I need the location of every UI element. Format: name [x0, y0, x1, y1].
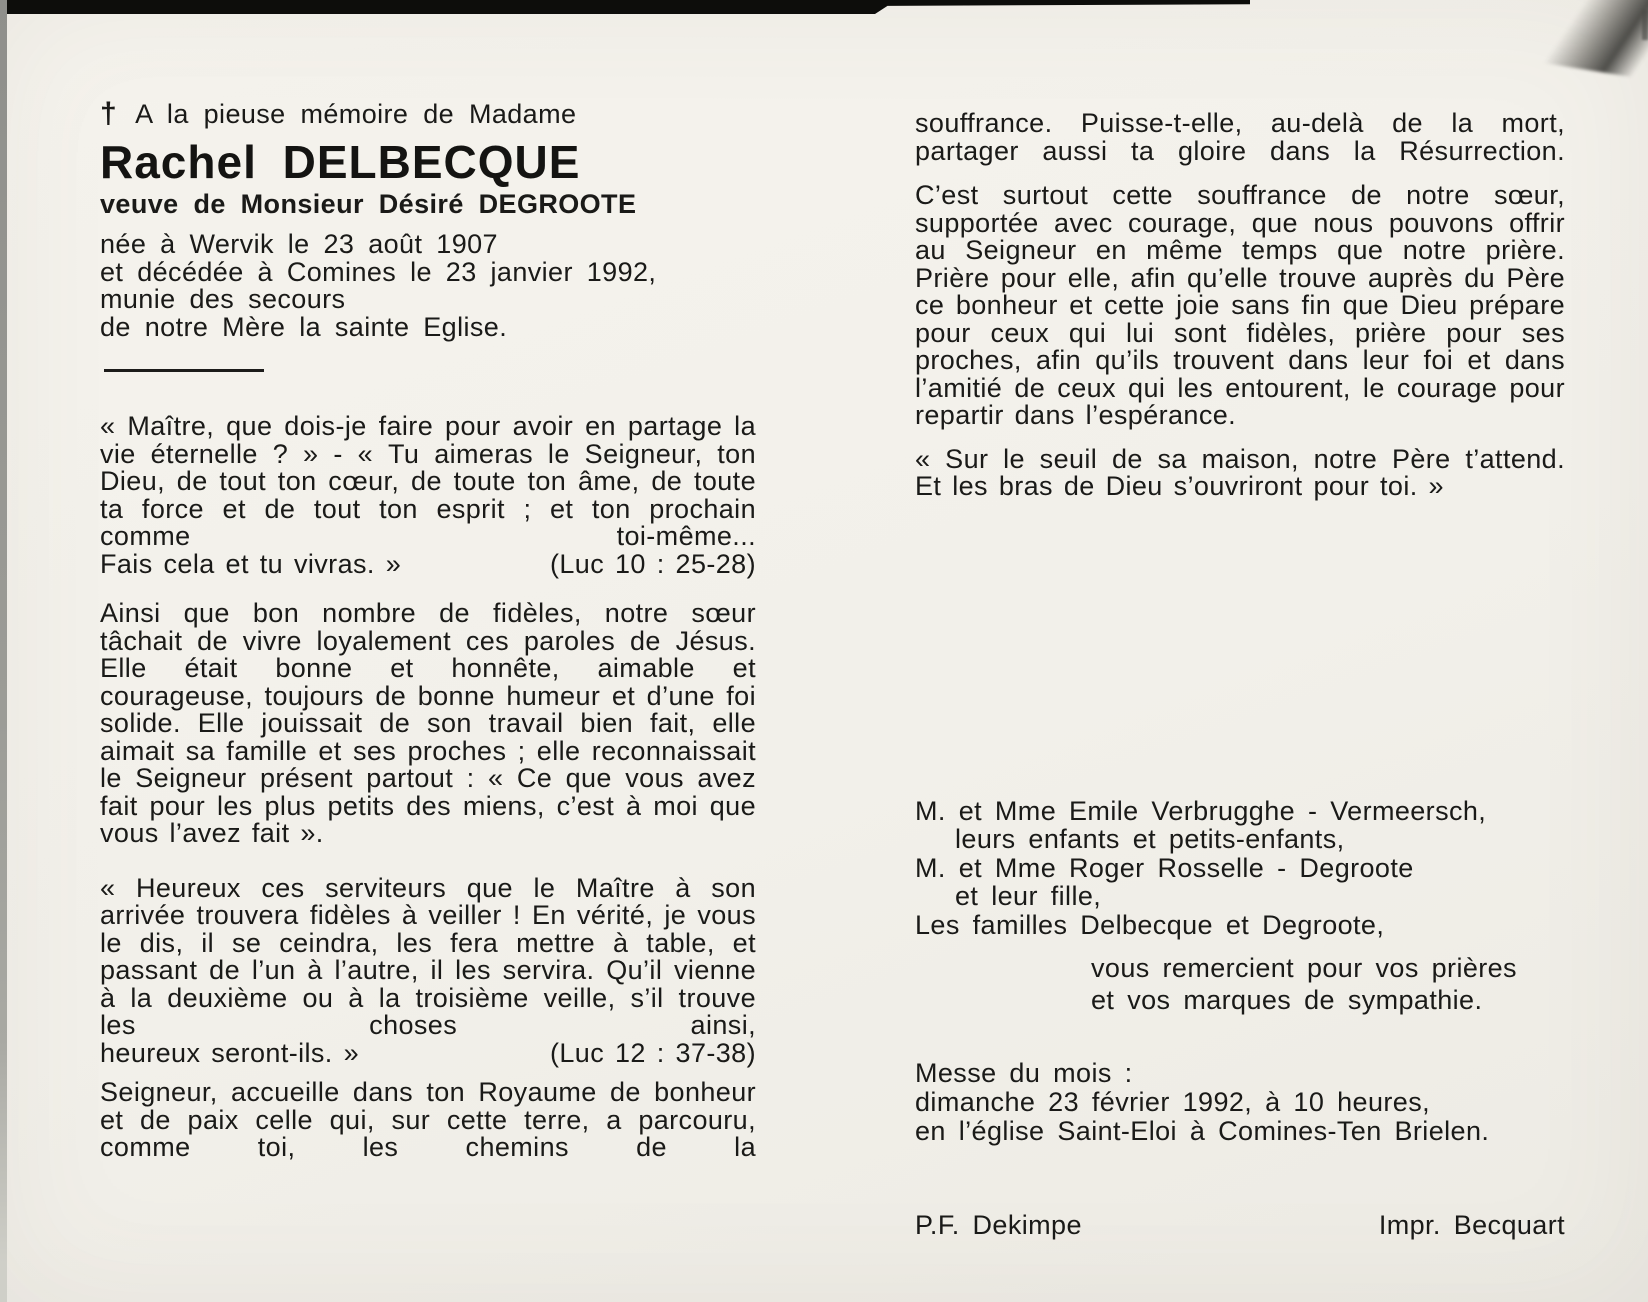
memorial-intro-line	[100, 97, 756, 130]
monthly-mass-block	[915, 1059, 1565, 1146]
birth-line: née à Wervik le 23 août 1907	[100, 229, 498, 259]
imprint-footer	[915, 1212, 1565, 1240]
deceased-name: Rachel DELBECQUE	[100, 135, 581, 188]
scripture-quote-luc10-closing	[100, 548, 756, 579]
scan-left-edge-strip	[0, 0, 7, 1302]
scripture-quote-luc12-closing	[100, 1037, 756, 1068]
scripture-citation-luc12: (Luc 12 : 37-38)	[549, 1037, 756, 1068]
vital-details	[100, 231, 756, 341]
sacraments-line: munie des secours	[100, 284, 346, 314]
acknowledgement-line: leurs enfants et petits-enfants,	[955, 824, 1345, 854]
offering-paragraph: C’est surtout cette souffrance de notre sœur, supportée avec courage, que nous pouvons offrir au Seigneur en même temps que notre prière. Prière pour elle, afin qu’elle trouve auprès du Père ce bonheur et cette joie sans fin que Dieu prépare pour ceux qui lui sont fidèles, prière pour ses proches, afin qu’ils trouvent dans leur foi et dans l’amitié de ceux qui les entourent, le courage pour repartir dans l’espérance.	[915, 180, 1565, 430]
death-line: et décédée à Comines le 23 janvier 1992,	[100, 256, 657, 287]
printer-name: Impr. Becquart	[1378, 1210, 1565, 1240]
quote-closing-text: Fais cela et tu vivras. »	[100, 548, 402, 579]
acknowledgement-line: Les familles Delbecque et Degroote,	[915, 909, 1385, 940]
acknowledgement-line: M. et Mme Roger Rosselle - Degroote	[915, 852, 1414, 883]
scripture-quote-luc10: « Maître, que dois-je faire pour avoir en partage la vie éternelle ? » - « Tu aimeras le Seigneur, ton Dieu, de tout ton cœur, de toute ton âme, de toute ta force et de tout ton esprit ; et ton prochain comme toi-même...	[100, 411, 756, 551]
thanks-line: vous remercient pour vos prières	[1091, 953, 1517, 983]
widow-line: veuve de Monsieur Désiré DEGROOTE	[100, 188, 637, 219]
dagger-cross-icon: †	[100, 97, 118, 130]
scripture-quote-luc12: « Heureux ces serviteurs que le Maître à son arrivée trouvera fidèles à veiller ! En vérité, je vous le dis, il se ceindra, les fera mettre à table, et passant de l’un à l’autre, il les servira. Qu’il vienne à la deuxième ou à la troisième veille, s’il trouve les choses ainsi,	[100, 872, 756, 1040]
thanks-block	[1091, 953, 1565, 1016]
scripture-citation-luc10: (Luc 10 : 25-28)	[549, 548, 756, 579]
father-threshold-quote: « Sur le seuil de sa maison, notre Père t’attend. Et les bras de Dieu s’ouvriront pour toi. »	[915, 443, 1565, 501]
acknowledgement-line: M. et Mme Emile Verbrugghe - Vermeersch,	[915, 795, 1487, 826]
prayer-paragraph: Seigneur, accueille dans ton Royaume de bonheur et de paix celle qui, sur cette terre, a parcouru, comme toi, les chemins de la	[100, 1077, 756, 1162]
church-line: de notre Mère la sainte Eglise.	[100, 311, 508, 342]
monthly-mass-heading: Messe du mois :	[915, 1058, 1133, 1088]
scan-top-edge-artifact	[0, 0, 1250, 14]
funeral-home-name: P.F. Dekimpe	[915, 1210, 1082, 1240]
right-column	[915, 110, 1565, 1240]
prayer-continuation-paragraph: souffrance. Puisse-t-elle, au-delà de la mort, partager aussi ta gloire dans la Résurrection.	[915, 108, 1565, 166]
acknowledgement-line: et leur fille,	[955, 881, 1102, 911]
acknowledgement-block	[915, 797, 1565, 940]
separator-rule	[104, 369, 264, 372]
thanks-line: et vos marques de sympathie.	[1091, 984, 1483, 1015]
scan-edge-mark	[1642, 10, 1648, 40]
eulogy-paragraph: Ainsi que bon nombre de fidèles, notre sœur tâchait de vivre loyalement ces paroles de Jésus. Elle était bonne et honnête, aimable et courageuse, toujours de bonne humeur et d’une foi solide. Elle jouissait de son travail bien fait, elle aimait sa famille et ses proches ; elle reconnaissait le Seigneur présent partout : « Ce que vous avez fait pour les plus petits des miens, c’est à moi que vous l’avez fait ».	[100, 598, 756, 848]
left-column	[100, 97, 756, 1162]
intro-text: A la pieuse mémoire de Madame	[135, 99, 577, 129]
mass-church-line: en l’église Saint-Eloi à Comines-Ten Brielen.	[915, 1116, 1490, 1146]
quote-closing-text: heureux seront-ils. »	[100, 1037, 360, 1068]
mass-date-line: dimanche 23 février 1992, à 10 heures,	[915, 1087, 1430, 1117]
scan-corner-smudge	[1510, 0, 1648, 81]
